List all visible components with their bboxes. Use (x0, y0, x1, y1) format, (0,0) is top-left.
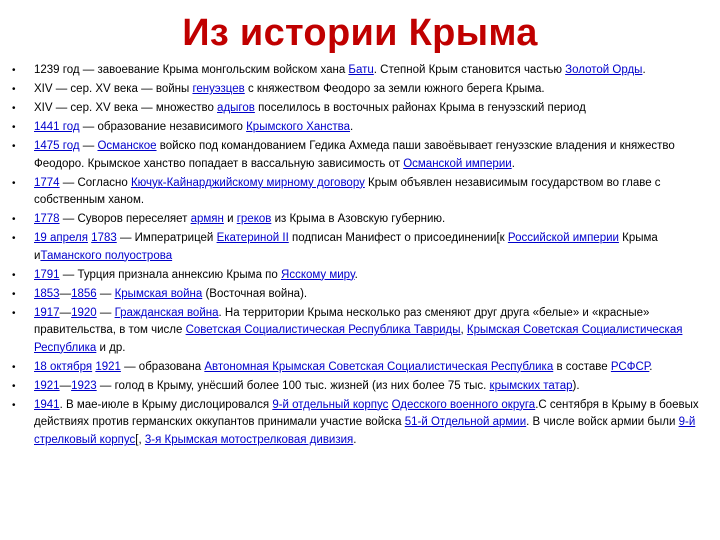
hyperlink[interactable]: 18 октября (34, 360, 93, 373)
hyperlink[interactable]: Османское (97, 139, 157, 152)
hyperlink[interactable]: Советская Социалистическая Республика Тавриды (185, 324, 461, 337)
hyperlink[interactable]: 1791 (34, 268, 60, 281)
item-text: XIV — сер. XV века — войны (34, 82, 193, 95)
item-text: . (353, 433, 357, 446)
timeline-item (12, 378, 708, 396)
item-text: — голод в Крыму, унёсший более 100 тыс. жизней (из них более 75 тыс. (96, 379, 490, 392)
timeline-item (12, 286, 708, 304)
hyperlink[interactable]: Российской империи (507, 232, 619, 245)
timeline-item (12, 397, 708, 450)
hyperlink[interactable]: Таманского полуострова (40, 249, 173, 262)
item-text: ). (572, 379, 580, 392)
item-text: — (59, 306, 72, 319)
bullet-icon: • (12, 177, 16, 189)
timeline-item (12, 359, 708, 377)
hyperlink[interactable]: Крымская Советская Социалистическая Республика (34, 324, 683, 354)
item-text: — (96, 287, 115, 300)
bullet-icon: • (12, 140, 16, 152)
hyperlink[interactable]: адыгов (217, 101, 255, 114)
hyperlink[interactable]: 1475 год (34, 139, 80, 152)
hyperlink[interactable]: 9-й отдельный корпус (272, 398, 389, 411)
item-text: подписан Манифест о присоединении[к (288, 232, 508, 245)
hyperlink[interactable]: 9-й стрелковый корпус (34, 416, 696, 446)
bullet-icon: • (12, 361, 16, 373)
hyperlink[interactable]: Гражданская война (114, 306, 219, 319)
item-text: — Суворов переселяет (59, 213, 191, 226)
hyperlink[interactable]: Крымского Ханства (246, 120, 351, 133)
item-text: — (59, 379, 72, 392)
item-text: и (223, 213, 237, 226)
item-text: . В мае-июле в Крыму дислоцировался (59, 398, 273, 411)
bullet-icon: • (12, 102, 16, 114)
hyperlink[interactable]: 1921 (34, 379, 60, 392)
hyperlink[interactable]: 1941 (34, 398, 60, 411)
hyperlink[interactable]: Одесского военного округа (391, 398, 536, 411)
hyperlink[interactable]: греков (236, 213, 272, 226)
item-text: . (511, 157, 515, 170)
item-text: , (460, 324, 467, 337)
hyperlink[interactable]: 19 апреля (34, 232, 88, 245)
timeline-item (12, 100, 708, 118)
hyperlink[interactable]: 3-я Крымская мотострелковая дивизия (144, 433, 354, 446)
timeline-item (12, 81, 708, 99)
item-text: .С сентября в Крыму в боевых действиях против германских оккупантов принимали участие войска (34, 398, 699, 429)
item-text: — образование независимого (79, 120, 247, 133)
hyperlink[interactable]: Автономная Крымская Советская Социалистическая Республика (204, 360, 554, 373)
timeline-list (12, 62, 708, 451)
bullet-icon: • (12, 121, 16, 133)
timeline-item (12, 211, 708, 229)
hyperlink[interactable]: Батu (348, 64, 374, 76)
timeline-item (12, 62, 708, 80)
bullet-icon: • (12, 233, 16, 245)
hyperlink[interactable]: Крымская война (114, 287, 203, 300)
hyperlink[interactable]: Османской империи (403, 157, 512, 170)
item-text: — Императрицей (116, 232, 217, 245)
item-text: 1239 год — завоевание Крыма монгольским войском хана (34, 64, 349, 76)
hyperlink[interactable]: 1441 год (34, 120, 80, 133)
hyperlink[interactable]: 51-й Отдельной армии (404, 416, 527, 429)
hyperlink[interactable]: армян (190, 213, 224, 226)
item-text: . На территории Крыма несколько раз сменяют друг друга «белые» и «красные» правительства, в том числе (34, 306, 650, 337)
hyperlink[interactable]: Золотой Орды (565, 64, 643, 76)
hyperlink[interactable]: 1923 (71, 379, 97, 392)
hyperlink[interactable]: Ясскому миру (281, 268, 355, 281)
item-text: . Степной Крым становится частью (373, 64, 566, 76)
bullet-icon: • (12, 380, 16, 392)
hyperlink[interactable]: генуэзцев (192, 82, 245, 95)
bullet-icon: • (12, 214, 16, 226)
timeline-item (12, 138, 708, 173)
hyperlink[interactable]: 1778 (34, 213, 60, 226)
item-text: (Восточная война). (202, 287, 308, 300)
item-text: поселилось в восточных районах Крыма в генуэзский период (254, 101, 586, 114)
timeline-item (12, 175, 708, 210)
item-text: — (79, 139, 98, 152)
bullet-icon: • (12, 288, 16, 300)
item-text: . (642, 64, 646, 76)
bullet-icon: • (12, 307, 16, 319)
item-text: из Крыма в Азовскую губернию. (271, 213, 446, 226)
item-text: и др. (96, 341, 126, 354)
timeline-item (12, 230, 708, 265)
item-text: — образована (120, 360, 205, 373)
hyperlink[interactable]: крымских татар (489, 379, 573, 392)
hyperlink[interactable]: 1856 (71, 287, 97, 300)
item-text: XIV — сер. XV века — множество (34, 101, 218, 114)
bullet-icon: • (12, 65, 16, 76)
item-text: . В числе войск армии были (526, 416, 679, 429)
timeline-item (12, 305, 708, 358)
slide-title: Из истории Крыма (182, 12, 538, 54)
item-text: [, (135, 433, 145, 446)
bullet-icon: • (12, 399, 16, 411)
item-text: . (354, 268, 358, 281)
bullet-icon: • (12, 83, 16, 95)
item-text: с княжеством Феодоро за земли южного берега Крыма. (244, 82, 545, 95)
hyperlink[interactable]: Кючук-Кайнарджийскому мирному договору (130, 176, 365, 189)
item-text: войско под командованием Гедика Ахмеда паши завоёвывает генуэзские владения и княжество Феодоро. Крымское ханство попадает в вассальную зависимость от (34, 139, 675, 170)
hyperlink[interactable]: Екатериной II (216, 232, 289, 245)
hyperlink[interactable]: РСФСР (610, 360, 650, 373)
hyperlink[interactable]: 1783 (91, 232, 117, 245)
item-text: — (59, 287, 72, 300)
item-text: . (649, 360, 653, 373)
hyperlink[interactable]: 1853 (34, 287, 60, 300)
item-text: . (350, 120, 354, 133)
timeline-item (12, 267, 708, 285)
item-text: — Турция признала аннексию Крыма по (59, 268, 282, 281)
hyperlink[interactable]: 1774 (34, 176, 60, 189)
item-text: Крым объявлен независимым государством во главе с собственным ханом. (34, 176, 661, 207)
item-text: в составе (553, 360, 611, 373)
item-text: — Согласно (59, 176, 131, 189)
hyperlink[interactable]: 1917 (34, 306, 60, 319)
item-text: — (96, 306, 115, 319)
timeline-item (12, 119, 708, 137)
item-text: Крыма и (34, 232, 658, 262)
hyperlink[interactable]: 1921 (95, 360, 121, 373)
hyperlink[interactable]: 1920 (71, 306, 97, 319)
bullet-icon: • (12, 269, 16, 281)
